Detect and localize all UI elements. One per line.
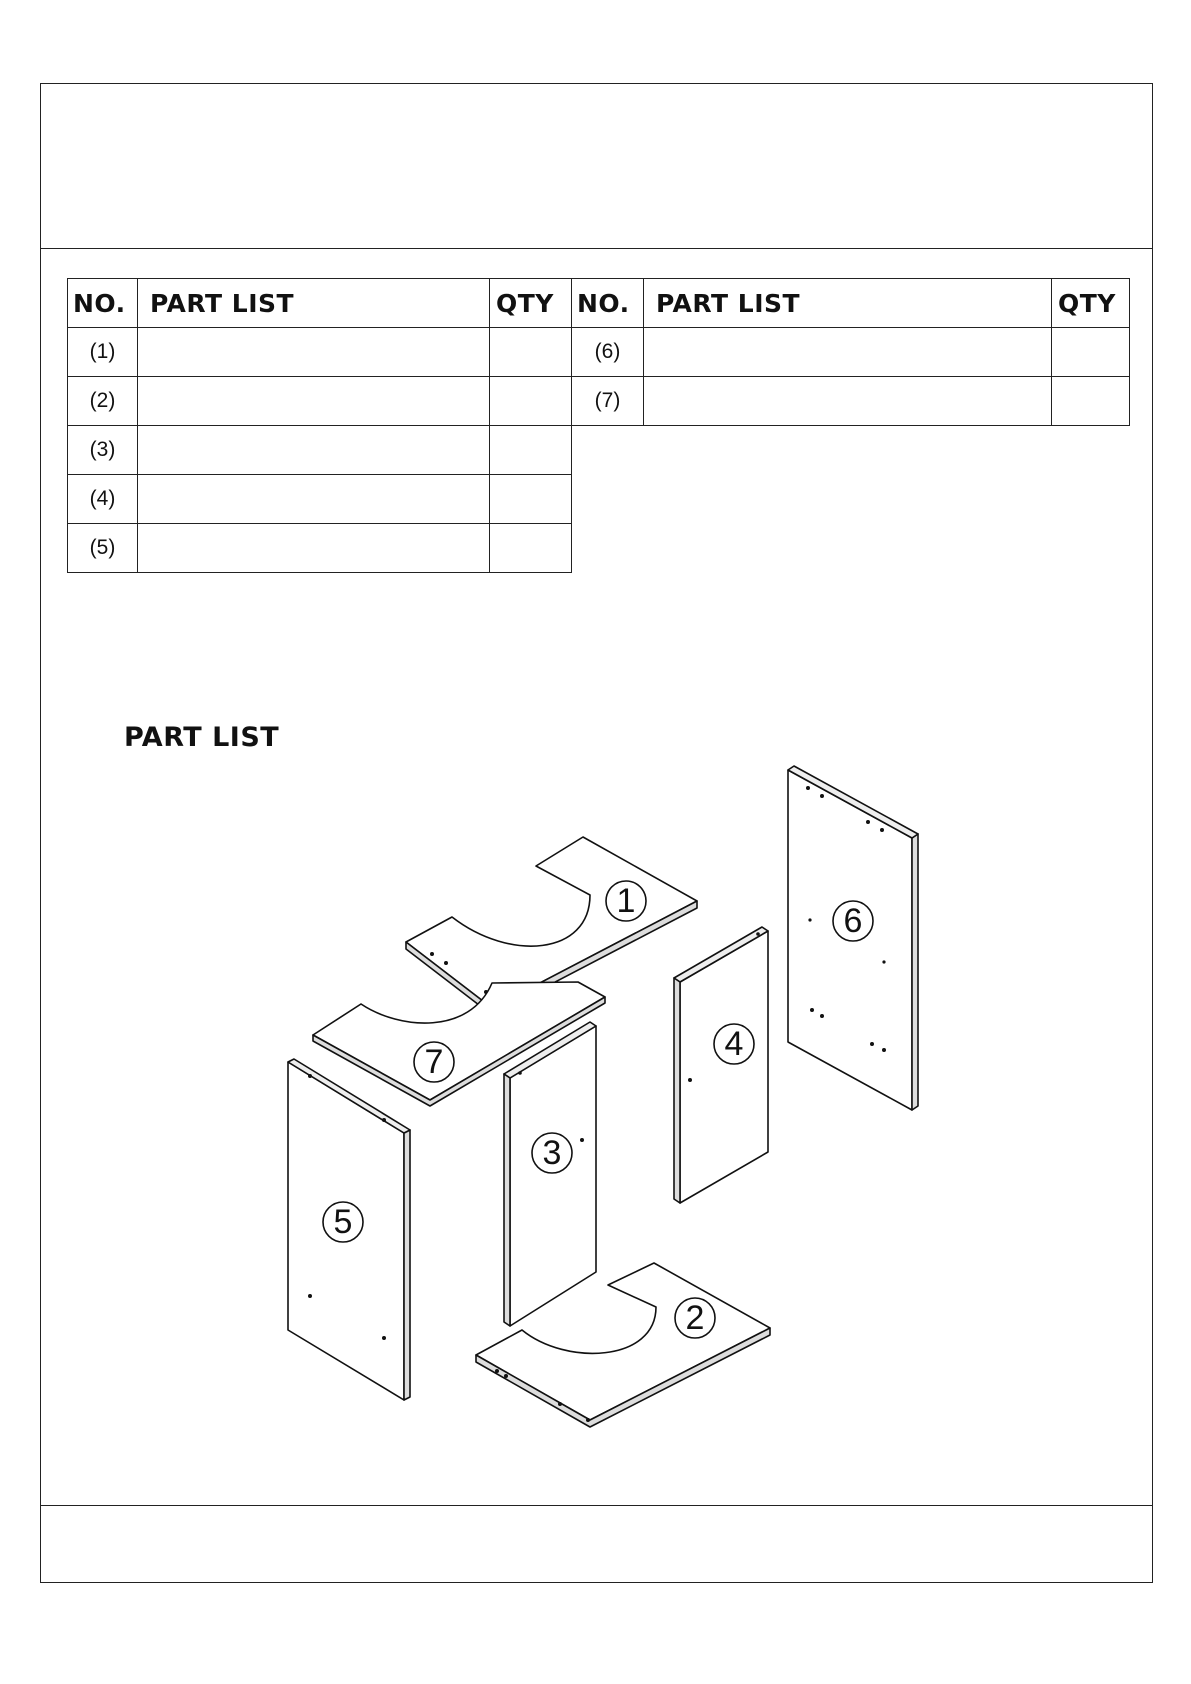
part-label-6: 6 [843, 902, 863, 940]
header-part-list: PART LIST [138, 279, 490, 328]
part-label-4: 4 [724, 1025, 744, 1063]
part-no: (4) [68, 475, 138, 524]
diagram-title: PART LIST [124, 722, 280, 753]
header-part-list: PART LIST [644, 279, 1052, 328]
part-3-panel [504, 1022, 596, 1326]
part-no: (6) [572, 328, 644, 377]
part-label-5: 5 [333, 1203, 353, 1241]
part-label-3: 3 [542, 1134, 562, 1172]
part-4-panel [674, 927, 768, 1203]
header-qty: QTY [490, 279, 572, 328]
part-label-2: 2 [685, 1299, 705, 1337]
part-label-1: 1 [616, 882, 636, 920]
part-no: (3) [68, 426, 138, 475]
part-no: (7) [572, 377, 644, 426]
header-no: NO. [572, 279, 644, 328]
part-no: (1) [68, 328, 138, 377]
part-label-7: 7 [424, 1043, 444, 1081]
part-no: (2) [68, 377, 138, 426]
part-no: (5) [68, 524, 138, 573]
header-qty: QTY [1052, 279, 1130, 328]
header-no: NO. [68, 279, 138, 328]
